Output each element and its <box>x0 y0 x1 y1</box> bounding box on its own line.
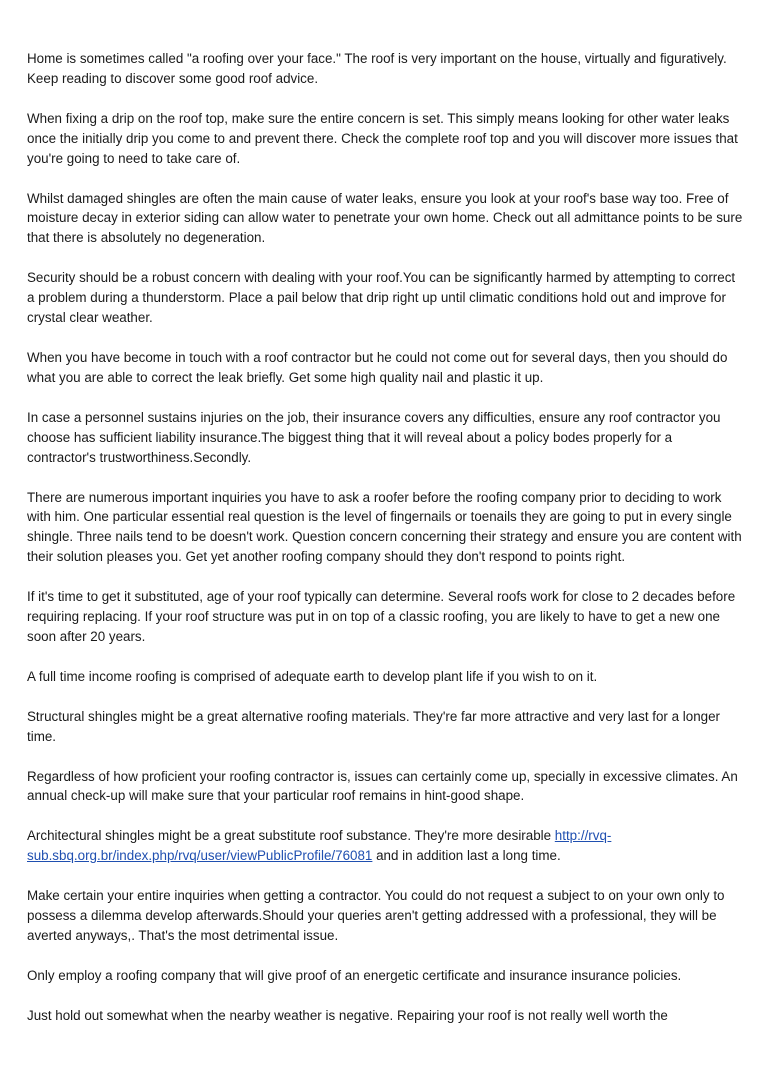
paragraph: In case a personnel sustains injuries on the job, their insurance covers any difficulties, ensure any roof contractor you choose has sufficient liability insurance.The biggest thing that it will reveal about a policy bodes properly for a contractor's trustworthiness.Secondly. <box>27 409 721 465</box>
link-paragraph-text-before: Architectural shingles might be a great substitute roof substance. They're more desirable <box>27 828 555 844</box>
profile-link[interactable]: http://rvq-sub.sbq.org.br/index.php/rvq/user/viewPublicProfile/76081 <box>27 828 612 864</box>
paragraph-with-link <box>27 826 743 866</box>
paragraph: There are numerous important inquiries you have to ask a roofer before the roofing company prior to deciding to work with him. One particular essential real question is the level of fingernails or toenails they are going to put in every single shingle. Three nails tend to be doesn't work. Question concern concerning their strategy and ensure you are content with their solution pleases you. Get yet another roofing company should they don't respond to points right. <box>27 489 742 565</box>
paragraph: Structural shingles might be a great alternative roofing materials. They're far more attractive and very last for a longer time. <box>27 708 720 744</box>
paragraph: Home is sometimes called "a roofing over your face." The roof is very important on the house, virtually and figuratively. Keep reading to discover some good roof advice. <box>27 51 727 86</box>
document-page <box>27 49 743 1046</box>
paragraph: When you have become in touch with a roof contractor but he could not come out for several days, then you should do what you are able to correct the leak briefly. Get some high quality nail and plastic it up. <box>27 349 728 385</box>
paragraph: If it's time to get it substituted, age of your roof typically can determine. Several roofs work for close to 2 decades before requiring replacing. If your roof structure was put in on top of a classic roofing, you are likely to have to get a new one soon after 20 years. <box>27 589 736 644</box>
link-paragraph-text-after: and in addition last a long time. <box>372 848 561 864</box>
paragraph: Make certain your entire inquiries when getting a contractor. You could do not request a subject to on your own only to possess a dilemma develop afterwards.Should your queries aren't getting addressed with a professional, they will be averted anyways,. That's the most detrimental issue. <box>27 888 725 943</box>
paragraph: Regardless of how proficient your roofing contractor is, issues can certainly come up, specially in excessive climates. An annual check-up will make sure that your particular roof remains in hint-good shape. <box>27 768 738 804</box>
paragraph: Security should be a robust concern with dealing with your roof.You can be significantly harmed by attempting to correct a problem during a thunderstorm. Place a pail below that drip right up until climatic conditions hold out and improve for crystal clear weather. <box>27 270 736 326</box>
paragraph: When fixing a drip on the roof top, make sure the entire concern is set. This simply means looking for other water leaks once the initially drip you come to and prevent there. Check the complete roof top and you will discover more issues that you're going to need to take care of. <box>27 110 738 166</box>
paragraph: Just hold out somewhat when the nearby weather is negative. Repairing your roof is not really well worth the <box>27 1007 668 1023</box>
paragraph: A full time income roofing is comprised of adequate earth to develop plant life if you wish to on it. <box>27 668 598 684</box>
paragraph: Whilst damaged shingles are often the main cause of water leaks, ensure you look at your roof's base way too. Free of moisture decay in exterior siding can allow water to penetrate your own home. Check out all admittance points to be sure that there is absolutely no degeneration. <box>27 190 743 246</box>
paragraph: Only employ a roofing company that will give proof of an energetic certificate and insurance insurance policies. <box>27 967 682 983</box>
